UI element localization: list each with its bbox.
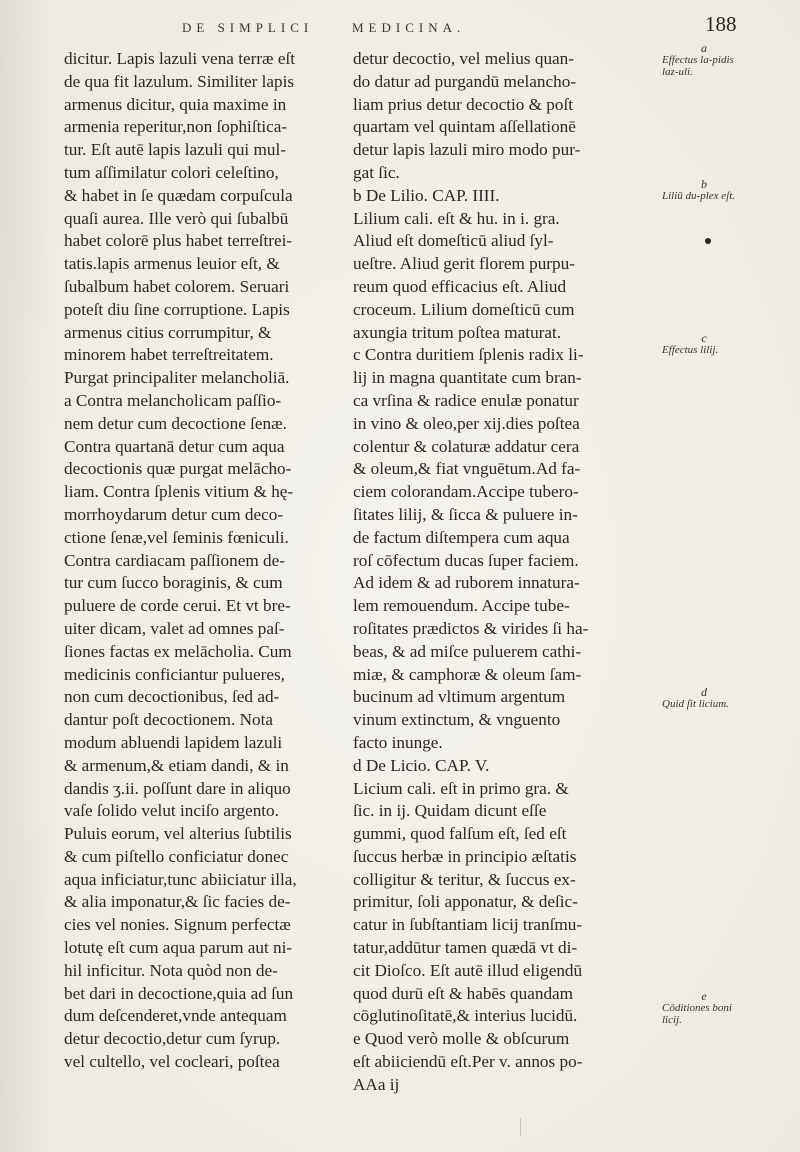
text-line: axungia tritum poſtea maturat.	[353, 322, 562, 342]
marginal-text: Cōditiones boni licij.	[662, 1002, 732, 1026]
text-line: detur decoctio,detur cum ſyrup.	[64, 1029, 281, 1049]
text-line: de factum diſtempera cum aqua	[353, 527, 570, 547]
text-line: detur lapis lazuli miro modo pur-	[353, 140, 581, 160]
text-line: armenus citius corrumpitur, &	[64, 322, 272, 342]
text-line: a Contra melancholicam paſſio-	[64, 390, 282, 410]
text-line: vinum extinctum, & vnguento	[353, 710, 561, 730]
text-line: ſubalbum habet colorem. Seruari	[64, 276, 290, 296]
text-line: tatis.lapis armenus leuior eſt, &	[64, 254, 280, 274]
text-line: nem detur cum decoctione ſenæ.	[64, 413, 287, 433]
text-line: quod durū eſt & habēs quandam	[353, 983, 574, 1003]
text-line: & oleum,& fiat vnguētum.Ad fa-	[353, 459, 581, 479]
text-line: Purgat principaliter melancholiā.	[64, 368, 290, 388]
text-line: tatur,addūtur tamen quædā vt di-	[353, 938, 578, 958]
text-line: decoctionis quæ purgat melācho-	[64, 459, 292, 479]
text-line: puluere de corde cerui. Et vt bre-	[64, 596, 291, 616]
left-text-column	[64, 48, 354, 1074]
text-line: colentur & colaturæ addatur cera	[353, 436, 580, 456]
text-line: in vino & oleo,per xij.dies poſtea	[353, 413, 580, 433]
text-line: ſiones factas ex melācholia. Cum	[64, 641, 292, 661]
text-line: tum aſſimilatur colori celeſtino,	[64, 162, 279, 182]
text-line: non cum decoctionibus, ſed ad-	[64, 687, 280, 707]
marginal-text: Liliū du-plex eſt.	[662, 190, 736, 202]
text-line: morrhoydarum detur cum deco-	[64, 504, 284, 524]
text-line: ca vrſina & radice enulæ ponatur	[353, 390, 579, 410]
text-line: & habet in ſe quædam corpuſcula	[64, 185, 293, 205]
marginal-note-a	[662, 42, 746, 78]
right-text-column	[353, 48, 660, 1097]
text-line: primitur, ſoli apponatur, & deſic-	[353, 892, 578, 912]
ink-dot	[705, 238, 711, 244]
text-line: Puluis eorum, vel alterius ſubtilis	[64, 824, 292, 844]
text-line: eſt abiiciendū eſt.Per v. annos po-	[353, 1052, 583, 1072]
text-line: bet dari in decoctione,quia ad ſun	[64, 983, 294, 1003]
paper-mark	[520, 1118, 529, 1136]
text-line: modum abluendi lapidem lazuli	[64, 732, 283, 752]
text-line: & cum piſtello conficiatur donec	[64, 846, 289, 866]
marginal-letter: a	[701, 41, 707, 55]
text-line: croceum. Lilium domeſticū cum	[353, 299, 575, 319]
text-line: gat ſic.	[353, 162, 400, 182]
text-line: Ad idem & ad ruborem innatura-	[353, 573, 580, 593]
marginal-text: Quid ſit licium.	[662, 698, 729, 710]
text-line: armenus dicitur, quia maxime in	[64, 94, 287, 114]
marginal-text: Effectus la-pidis laz-uli.	[662, 54, 734, 78]
text-line: cit Dioſco. Eſt autē illud eligendū	[353, 960, 583, 980]
marginal-note-e	[662, 990, 746, 1026]
text-line: cōglutinoſitatē,& interius lucidū.	[353, 1006, 578, 1026]
text-line: poteſt diu ſine corruptione. Lapis	[64, 299, 290, 319]
marginal-note-b	[662, 178, 746, 202]
text-line: liam. Contra ſplenis vitium & hę-	[64, 482, 294, 502]
text-line: liam prius detur decoctio & poſt	[353, 94, 574, 114]
text-line: bucinum ad vltimum argentum	[353, 687, 566, 707]
text-line: b De Lilio. CAP. IIII.	[353, 185, 500, 205]
text-line: roſ cōfectum ducas ſuper faciem.	[353, 550, 579, 570]
text-line: dandis ʒ.ii. poſſunt dare in aliquo	[64, 778, 291, 798]
text-line: & armenum,& etiam dandi, & in	[64, 755, 289, 775]
text-line: catur in ſubſtantiam licij tranſmu-	[353, 915, 583, 935]
marginal-note-c	[662, 332, 746, 356]
text-line: gummi, quod falſum eſt, ſed eſt	[353, 824, 567, 844]
text-line: beas, & ad miſce puluerem cathi-	[353, 641, 582, 661]
text-line: armenia reperitur,non ſophiſtica-	[64, 117, 288, 137]
text-line: dantur poſt decoctionem. Nota	[64, 710, 274, 730]
text-line: detur decoctio, vel melius quan-	[353, 49, 574, 68]
running-header	[0, 6, 800, 40]
text-line: Licium cali. eſt in primo gra. &	[353, 778, 569, 798]
text-line: dum deſcenderet,vnde antequam	[64, 1006, 287, 1026]
text-line: ciem colorandam.Accipe tubero-	[353, 482, 579, 502]
text-line: vaſe ſolido velut inciſo argento.	[64, 801, 279, 821]
marginal-note-d	[662, 686, 746, 710]
page-number: 188	[705, 12, 737, 36]
text-line: uiter dicam, valet ad omnes paſ-	[64, 618, 285, 638]
text-line: dicitur. Lapis lazuli vena terræ eſt	[64, 49, 295, 68]
text-line: e Quod verò molle & obſcurum	[353, 1029, 570, 1049]
text-line: lem remouendum. Accipe tube-	[353, 596, 570, 616]
text-line: medicinis conficiantur pulueres,	[64, 664, 285, 684]
text-line: cies vel nonies. Signum perfectæ	[64, 915, 291, 935]
text-line: de qua fit lazulum. Similiter lapis	[64, 71, 295, 91]
text-line: facto inunge.	[353, 732, 443, 752]
header-left-title: DE SIMPLICI	[182, 20, 314, 35]
text-line: Contra cardiacam paſſionem de-	[64, 550, 285, 570]
text-line: & alia imponatur,& ſic facies de-	[64, 892, 291, 912]
text-line: ctione ſenæ,vel ſeminis fœniculi.	[64, 527, 289, 547]
marginal-letter: c	[701, 331, 707, 345]
text-line: roſitates prædictos & virides ſi ha-	[353, 618, 589, 638]
text-line: vel cultello, vel cocleari, poſtea	[64, 1052, 280, 1072]
text-line: quaſi aurea. Ille verò qui ſubalbū	[64, 208, 289, 228]
text-line: reum quod efficacius eſt. Aliud	[353, 276, 567, 296]
text-line: d De Licio. CAP. V.	[353, 755, 490, 775]
text-line: Contra quartanā detur cum aqua	[64, 436, 285, 456]
text-line: minorem habet terreſtreitatem.	[64, 345, 274, 365]
marginal-letter: d	[701, 685, 707, 699]
text-line: lotutę eſt cum aqua parum aut ni-	[64, 938, 293, 958]
header-right-title: MEDICINA.	[352, 20, 466, 35]
text-line: quartam vel quintam aſſellationē	[353, 117, 576, 137]
text-line: ſitates lilij, & ſicca & puluere in-	[353, 504, 578, 524]
page-gutter-shadow	[0, 0, 52, 1152]
marginal-letter: b	[701, 177, 707, 191]
text-line: colligitur & teritur, & ſuccus ex-	[353, 869, 576, 889]
text-line: do datur ad purgandū melancho-	[353, 71, 577, 91]
text-line: miæ, & camphoræ & oleum ſam-	[353, 664, 582, 684]
text-line: tur. Eſt autē lapis lazuli qui mul-	[64, 140, 286, 160]
marginal-letter: e	[701, 989, 707, 1003]
text-line: aqua inficiatur,tunc abiiciatur illa,	[64, 869, 297, 889]
text-line: tur cum ſucco boraginis, & cum	[64, 573, 283, 593]
text-line: habet colorē plus habet terreſtrei-	[64, 231, 293, 251]
text-line: AAa ij	[353, 1074, 400, 1094]
text-line: c Contra duritiem ſplenis radix li-	[353, 345, 584, 365]
text-line: Lilium cali. eſt & hu. in i. gra.	[353, 208, 560, 228]
text-line: lij in magna quantitate cum bran-	[353, 368, 582, 388]
text-line: Aliud eſt domeſticū aliud ſyl-	[353, 231, 554, 251]
text-line: hil inficitur. Nota quòd non de-	[64, 960, 278, 980]
marginal-text: Effectus lilij.	[662, 344, 719, 356]
text-line: ueſtre. Aliud gerit florem purpu-	[353, 254, 575, 274]
text-line: ſic. in ij. Quidam dicunt eſſe	[353, 801, 547, 821]
text-line: ſuccus herbæ in principio æſtatis	[353, 846, 577, 866]
